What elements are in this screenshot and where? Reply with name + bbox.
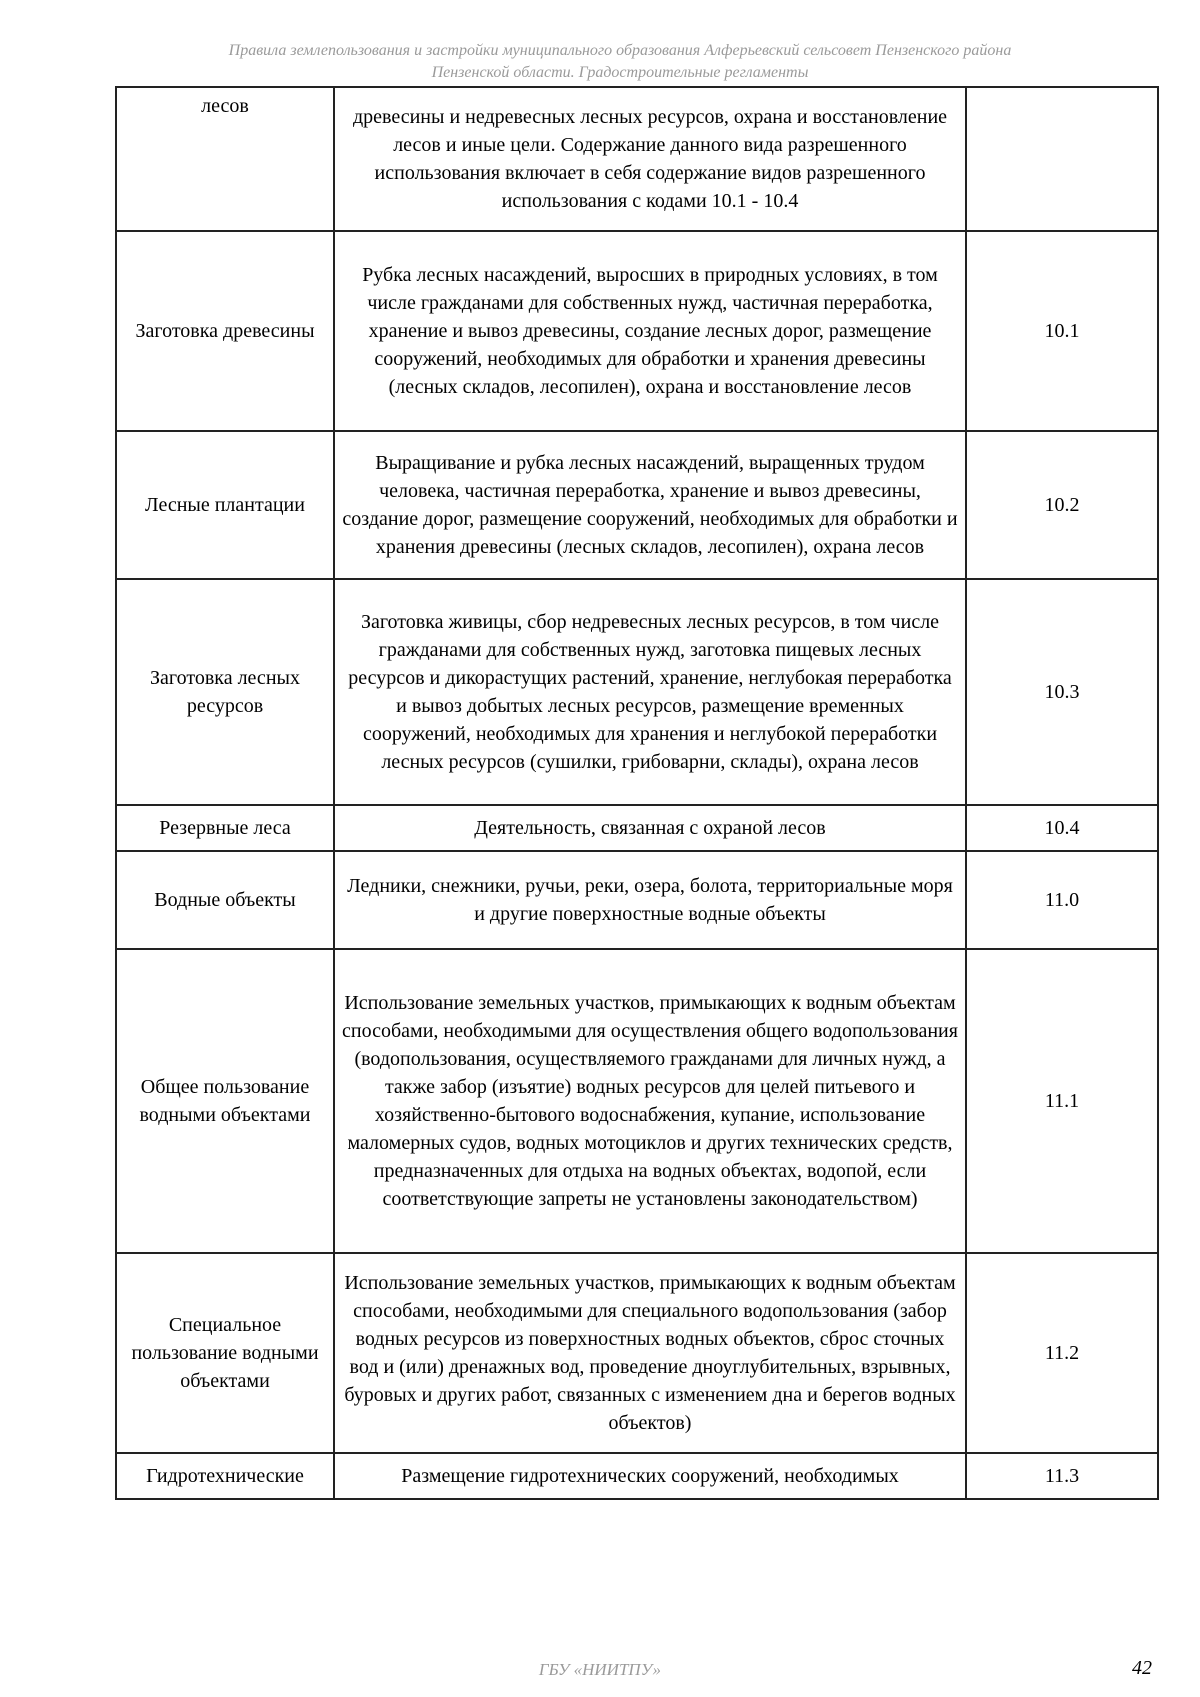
land-use-name: Заготовка древесины [116,231,334,431]
table-row [116,949,1158,1253]
land-use-name: Лесные плантации [116,431,334,579]
land-use-name: Резервные леса [116,805,334,851]
land-use-description: Деятельность, связанная с охраной лесов [334,805,966,851]
land-use-code: 11.1 [966,949,1158,1253]
land-use-description: Заготовка живицы, сбор недревесных лесных ресурсов, в том числе гражданами для собственных нужд, заготовка пищевых лесных ресурсов и дикорастущих растений, хранение, неглубокая переработка и вывоз добытых лесных ресурсов, размещение временных сооружений, необходимых для хранения и неглубокой переработки лесных ресурсов (сушилки, грибоварни, склады), охрана лесов [334,579,966,805]
running-header-line-2: Пензенской области. Градостроительные регламенты [431,64,809,81]
table-row [116,431,1158,579]
land-use-code: 10.4 [966,805,1158,851]
table-row [116,231,1158,431]
table-row [116,1453,1158,1499]
land-use-description: Ледники, снежники, ручьи, реки, озера, болота, территориальные моря и другие поверхностные водные объекты [334,851,966,949]
land-use-code: 10.1 [966,231,1158,431]
land-use-code [966,87,1158,231]
running-header-line-1: Правила землепользования и застройки муниципального образования Алферьевский сельсовет Пензенского района [228,42,1012,59]
table-row [116,87,1158,231]
land-use-name: лесов [116,87,334,231]
land-use-description: древесины и недревесных лесных ресурсов, охрана и восстановление лесов и иные цели. Содержание данного вида разрешенного использования включает в себя содержание видов разрешенного использования с кодами 10.1 - 10.4 [334,87,966,231]
running-header [120,40,1120,84]
table-row [116,805,1158,851]
land-use-name: Водные объекты [116,851,334,949]
land-use-name: Общее пользование водными объектами [116,949,334,1253]
land-use-code: 11.0 [966,851,1158,949]
table-row [116,579,1158,805]
land-use-code: 11.3 [966,1453,1158,1499]
land-use-regulations-table [115,86,1159,1500]
land-use-code: 10.3 [966,579,1158,805]
land-use-name: Гидротехнические [116,1453,334,1499]
table-row [116,1253,1158,1453]
land-use-code: 10.2 [966,431,1158,579]
land-use-name: Специальное пользование водными объектами [116,1253,334,1453]
land-use-code: 11.2 [966,1253,1158,1453]
page-number: 42 [1132,1657,1152,1679]
land-use-description: Выращивание и рубка лесных насаждений, выращенных трудом человека, частичная переработка, хранение и вывоз древесины, создание дорог, размещение сооружений, необходимых для обработки и хранения древесины (лесных складов, лесопилен), охрана лесов [334,431,966,579]
land-use-name: Заготовка лесных ресурсов [116,579,334,805]
table-row [116,851,1158,949]
land-use-description: Использование земельных участков, примыкающих к водным объектам способами, необходимыми для осуществления общего водопользования (водопользования, осуществляемого гражданами для личных нужд, а также забор (изъятие) водных ресурсов для целей питьевого и хозяйственно-бытового водоснабжения, купание, использование маломерных судов, водных мотоциклов и других технических средств, предназначенных для отдыха на водных объектах, водопой, если соответствующие запреты не установлены законодательством) [334,949,966,1253]
land-use-description: Использование земельных участков, примыкающих к водным объектам способами, необходимыми для специального водопользования (забор водных ресурсов из поверхностных водных объектов, сброс сточных вод и (или) дренажных вод, проведение дноуглубительных, взрывных, буровых и других работ, связанных с изменением дна и берегов водных объектов) [334,1253,966,1453]
footer-organization: ГБУ «НИИТПУ» [538,1660,662,1679]
land-use-description: Размещение гидротехнических сооружений, необходимых [334,1453,966,1499]
land-use-description: Рубка лесных насаждений, выросших в природных условиях, в том числе гражданами для собственных нужд, частичная переработка, хранение и вывоз древесины, создание лесных дорог, размещение сооружений, необходимых для обработки и хранения древесины (лесных складов, лесопилен), охрана и восстановление лесов [334,231,966,431]
